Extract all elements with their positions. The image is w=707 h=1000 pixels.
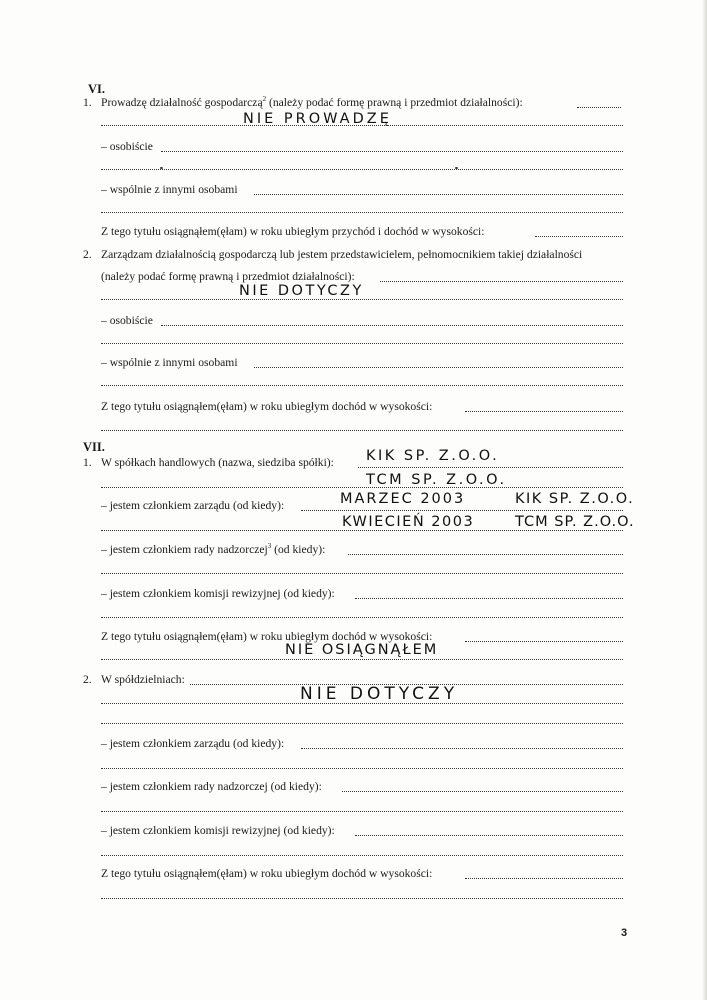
section-vii-item2-label: 2. W spółdzielniach: bbox=[83, 673, 185, 686]
section-vii-item2-supervisory-field-2[interactable] bbox=[101, 811, 623, 812]
section-vii-item1-supervisory-label: – jestem członkiem rady nadzorczej$^3$ (od kiedy): bbox=[101, 542, 326, 556]
section-vi-item2-jointly-label: – wspólnie z innymi osobami bbox=[101, 356, 238, 369]
section-vii-item2-answer: NIE DOTYCZY bbox=[300, 684, 459, 704]
section-vi-item2-personal-label: – osobiście bbox=[101, 314, 153, 327]
section-vii-item1-board-label: – jestem członkiem zarządu (od kiedy): bbox=[101, 499, 285, 512]
section-vii-item1-number: 1. bbox=[83, 456, 92, 469]
section-vii-item1-answer-line1: KIK SP. Z.O.O. bbox=[366, 448, 500, 464]
section-vi-item1-jointly-field[interactable] bbox=[254, 194, 623, 195]
section-vi-item2-answer: NIE DOTYCZY bbox=[239, 283, 364, 299]
section-vii-item2-number: 2. bbox=[83, 673, 92, 686]
section-vi-item2-personal-field[interactable] bbox=[161, 325, 623, 326]
section-vii-item2-audit-field-2[interactable] bbox=[101, 855, 623, 856]
section-vi-item2-text-line2: (należy podać formę prawną i przedmiot działalności): bbox=[101, 270, 355, 283]
section-vi-item2-text-line1: 2. Zarządzam działalnością gospodarczą lub jestem przedstawicielem, pełnomocnikiem takiej działalności bbox=[83, 248, 583, 261]
section-vii-item1-income-label: Z tego tytułu osiągnąłem(ęłam) w roku ubiegłym dochód w wysokości: bbox=[101, 630, 433, 643]
section-vii-item2-income-label: Z tego tytułu osiągnąłem(ęłam) w roku ubiegłym dochód w wysokości: bbox=[101, 867, 433, 880]
section-vi-item1-personal-field-2[interactable] bbox=[101, 169, 623, 170]
section-vii-item1-audit-field[interactable] bbox=[355, 598, 623, 599]
section-vi-item1-number: 1. bbox=[83, 96, 92, 109]
section-vii-item1-board-field-2[interactable] bbox=[101, 530, 623, 531]
section-vii-item2-board-label: – jestem członkiem zarządu (od kiedy): bbox=[101, 737, 285, 750]
section-vii-item1-label: 1. W spółkach handlowych (nazwa, siedziba spółki): bbox=[83, 456, 334, 469]
section-vii-item1-board-answer2-date: KWIECIEŃ 2003 bbox=[342, 514, 475, 530]
section-vi-item2-income-field-2[interactable] bbox=[101, 430, 623, 431]
section-vi-item1-jointly-label: – wspólnie z innymi osobami bbox=[101, 183, 238, 196]
section-vii-item1-answer-line2: TCM SP. Z.O.O. bbox=[366, 472, 507, 488]
section-vii-item1-field[interactable] bbox=[358, 467, 623, 468]
section-vi-item1-answer: NIE PROWADZĘ bbox=[243, 111, 392, 127]
footnote-marker: 3 bbox=[267, 542, 272, 551]
section-vii-item1-board-answer2-company: TCM SP. Z.O.O. bbox=[515, 514, 635, 530]
section-vi-item2-answer-line[interactable] bbox=[101, 299, 623, 300]
section-vii-item1-board-field[interactable] bbox=[301, 510, 623, 511]
section-vii-item2-income-field-2[interactable] bbox=[101, 898, 623, 899]
ink-speck bbox=[455, 167, 458, 169]
section-vii-item1-income-answer: NIE OSIĄGNĄŁEM bbox=[285, 642, 439, 658]
section-vii-item2-income-field[interactable] bbox=[465, 878, 623, 879]
section-vii-item2-board-field-2[interactable] bbox=[101, 768, 623, 769]
section-vii-item1-income-field-2[interactable] bbox=[101, 659, 623, 660]
section-vii-item1-supervisory-field[interactable] bbox=[348, 554, 623, 555]
section-vi-item2-number: 2. bbox=[83, 248, 92, 261]
section-vi-item1-personal-field[interactable] bbox=[161, 151, 623, 152]
section-vi-item1-text: 1. Prowadzę działalność gospodarczą$^2$ (należy podać formę prawną i przedmiot działalności): bbox=[83, 95, 523, 109]
page-number: 3 bbox=[621, 927, 628, 939]
section-vii-item1-income-field[interactable] bbox=[465, 641, 623, 642]
section-vii-item2-answer-line-2[interactable] bbox=[101, 723, 623, 724]
section-vii-item2-board-field[interactable] bbox=[301, 748, 623, 749]
section-vii-item1-supervisory-field-2[interactable] bbox=[101, 573, 623, 574]
section-vii-item1-board-answer1-date: MARZEC 2003 bbox=[340, 491, 466, 507]
section-vii-item2-answer-line[interactable] bbox=[101, 703, 623, 704]
section-vi-item2-personal-field-2[interactable] bbox=[101, 343, 623, 344]
section-vi-item2-jointly-field[interactable] bbox=[254, 367, 623, 368]
page-edge-shadow bbox=[702, 0, 707, 1000]
section-vii-item1-field-2[interactable] bbox=[101, 487, 623, 488]
section-vi-item1-answer-line[interactable] bbox=[101, 125, 623, 126]
section-vii-item2-audit-label: – jestem członkiem komisji rewizyjnej (od kiedy): bbox=[101, 824, 335, 837]
footnote-marker: 2 bbox=[262, 95, 267, 104]
section-vi-item2-income-field[interactable] bbox=[465, 411, 623, 412]
ink-speck bbox=[160, 167, 163, 169]
section-vii-item1-board-answer1-company: KIK SP. Z.O.O. bbox=[515, 491, 635, 507]
section-vi-item1-field[interactable] bbox=[577, 107, 621, 108]
section-vi-item1-income-field[interactable] bbox=[535, 236, 623, 237]
section-vii-item2-supervisory-label: – jestem członkiem rady nadzorczej (od kiedy): bbox=[101, 780, 322, 793]
section-vi-item1-personal-label: – osobiście bbox=[101, 140, 153, 153]
section-vi-item2-income-label: Z tego tytułu osiągnąłem(ęłam) w roku ubiegłym dochód w wysokości: bbox=[101, 400, 433, 413]
section-vi-item2-field[interactable] bbox=[380, 281, 623, 282]
section-vii-item2-supervisory-field[interactable] bbox=[342, 791, 623, 792]
section-vi-item1-income-label: Z tego tytułu osiągnąłem(ęłam) w roku ubiegłym przychód i dochód w wysokości: bbox=[101, 225, 485, 238]
section-vi-heading: VI. bbox=[88, 82, 106, 96]
section-vi-item1-jointly-field-2[interactable] bbox=[101, 212, 623, 213]
section-vii-heading: VII. bbox=[83, 440, 105, 454]
section-vii-item1-audit-label: – jestem członkiem komisji rewizyjnej (od kiedy): bbox=[101, 587, 335, 600]
section-vii-item2-audit-field[interactable] bbox=[355, 835, 623, 836]
section-vii-item1-audit-field-2[interactable] bbox=[101, 617, 623, 618]
section-vi-item2-jointly-field-2[interactable] bbox=[101, 385, 623, 386]
